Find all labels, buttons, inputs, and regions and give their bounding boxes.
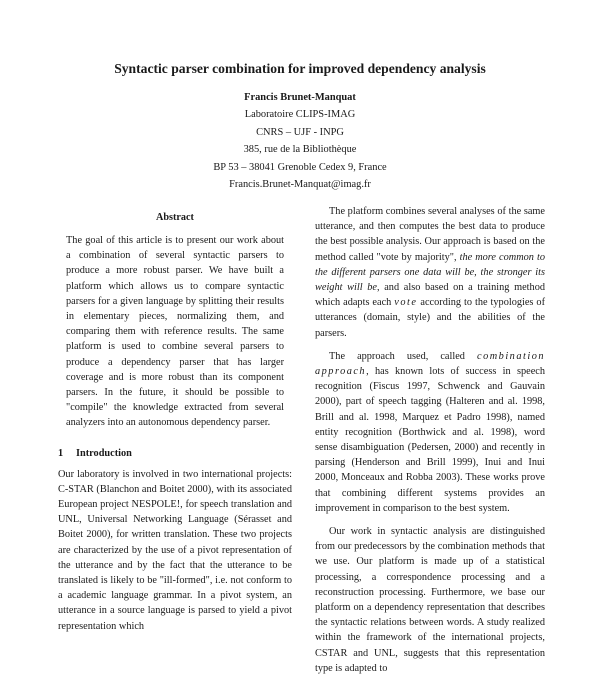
paper-title: Syntactic parser combination for improved dependency analysis bbox=[114, 61, 486, 76]
author-lab: Laboratoire CLIPS-IMAG bbox=[244, 109, 356, 121]
section-heading-introduction bbox=[58, 448, 292, 459]
approach-text-rest: , has known lots of success in speech recognition (Fiscus 1997, Schwenck and Gauvain 2000), part of speech tagging (Halteren and al. 1998, Brill and al. 1998, Marquez et Padro 1998), named entity recognition (Borthwick and al. 1998), word sense disambiguation (Pedersen, 2000) and recently in parsing (Henderson and Brill 1999), Inui and Inui 2000, Monceaux and Robba 2003). These works prove that combining different systems provides an improvement in comparison to the best system. bbox=[315, 366, 545, 514]
author-block bbox=[0, 89, 600, 193]
abstract-heading: Abstract bbox=[156, 212, 194, 223]
platform-text-end: according to the typologies of utterances (domain, style) and the abilities of the parsers. bbox=[315, 297, 545, 339]
author-email: Francis.Brunet-Manquat@imag.fr bbox=[229, 179, 371, 191]
vote-term: vote bbox=[394, 297, 418, 309]
platform-text-start: The platform combines several analyses of the same utterance, and then computes the best data to produce the best possible analysis. Our approach is based on the method called "vote by majority", bbox=[315, 206, 545, 263]
combination-approach-paragraph bbox=[315, 349, 545, 516]
author-org: CNRS – UJF - INPG bbox=[256, 126, 344, 138]
platform-paragraph bbox=[315, 204, 545, 341]
platform-text-middle: , and also based on a training method which adapts each bbox=[315, 282, 545, 309]
platform-text-italic: the more common to the different parsers one data will be, the stronger its weight will be bbox=[315, 251, 545, 294]
left-column bbox=[58, 212, 292, 634]
syntactic-analysis-paragraph: Our work in syntactic analysis are distinguished from our predecessors by the combination methods that we use. Our platform is made up of a statistical processing, a correspondence processing and a reconstruction processing. Furthermore, we base our platform on a dependency representation that describes the syntactic relations between words. A study realized within the framework of the international projects, CSTAR and UNL, suggests that this representation type is adapted to bbox=[315, 526, 545, 674]
author-name: Francis Brunet-Manquat bbox=[244, 92, 356, 103]
section-title: Introduction bbox=[76, 447, 132, 459]
approach-text-start: The approach used, called bbox=[329, 350, 465, 362]
introduction-paragraph: Our laboratory is involved in two international projects: C-STAR (Blanchon and Boitet 2000), with its associated European project NESPOLE!, for speech translation and UNL, Universal Networking Language (Sérasset and Boitet 2000), for written translation. These two projects are characterized by the use of a pivot representation of the utterance and by the fact that the utterance to be translated is likely to be "ill-formed", i.e. not conform to a academic language grammar. In a pivot system, an utterance in a source language is parsed to yield a pivot representation which bbox=[58, 468, 292, 632]
combination-approach-term: combination approach bbox=[315, 350, 545, 378]
right-column bbox=[315, 204, 545, 676]
author-address-line-2: BP 53 – 38041 Grenoble Cedex 9, France bbox=[213, 161, 387, 173]
section-number: 1 bbox=[58, 447, 64, 459]
author-address-line-1: 385, rue de la Bibliothèque bbox=[243, 144, 357, 156]
abstract-text: The goal of this article is to present our work about a combination of several syntactic parsers to produce a more robust parser. We have built a platform which allows us to compare syntactic parsers for a given language by splitting their results in elementary pieces, normalizing them, and comparing them with reference results. The same platform is used to combine several parsers to produce a dependency parser that has larger coverage and is more robust than its component parsers. In the future, it should be possible to "compile" the knowledge extracted from several analyzers into an autonomous dependency parser. bbox=[66, 235, 284, 429]
